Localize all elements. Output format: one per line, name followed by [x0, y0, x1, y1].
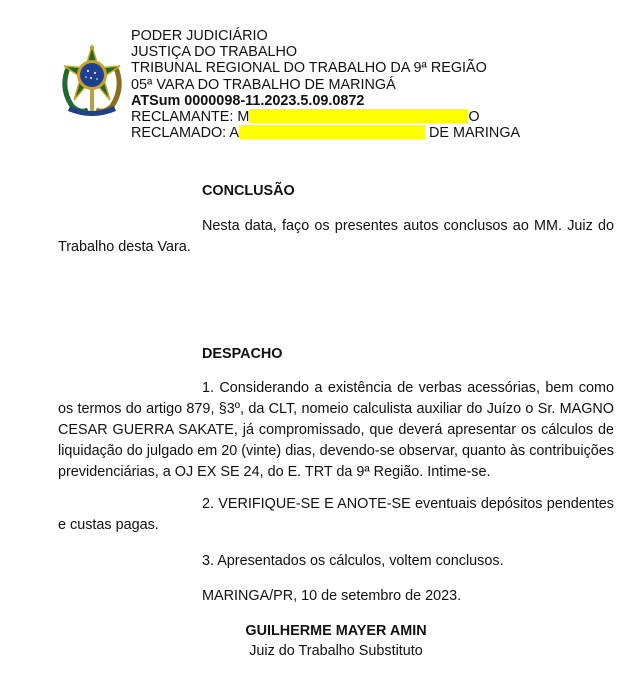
conclusao-text: Nesta data, faço os presentes autos conclusos ao MM. Juiz do Trabalho desta Vara.: [58, 218, 614, 255]
reclamante-line: [131, 109, 520, 125]
signature-title: Juiz do Trabalho Substituto: [249, 643, 423, 659]
despacho-item-3: 3. Apresentados os cálculos, voltem conclusos.: [202, 553, 504, 569]
case-number: ATSum 0000098-11.2023.5.09.0872: [131, 92, 365, 109]
redaction-highlight: [239, 125, 425, 139]
date-line: MARINGA/PR, 10 de setembro de 2023.: [202, 588, 462, 604]
despacho-item-1: [58, 378, 614, 483]
despacho-item-2: [58, 494, 614, 536]
court-header: [131, 28, 520, 141]
despacho-item-2-text: 2. VERIFIQUE-SE E ANOTE-SE eventuais depósitos pendentes e custas pagas.: [58, 496, 614, 533]
despacho-item-1-text: 1. Considerando a existência de verbas acessórias, bem como os termos do artigo 879, §3º, da CLT, nomeio calculista auxiliar do Juízo o Sr. MAGNO CESAR GUERRA SAKATE, já compromissado, que deverá apresentar os cálculos de liquidação do julgado em 20 (vinte) dias, devendo-se observar, quanto às contribuições previdenciárias, a OJ EX SE 24, do E. TRT da 9ª Região. Intime-se.: [58, 380, 614, 480]
reclamante-suffix: O: [468, 109, 480, 126]
brazil-coat-of-arms-icon: [58, 44, 126, 118]
reclamado-line: [131, 125, 520, 141]
signature-name: GUILHERME MAYER AMIN: [245, 623, 427, 639]
header-line-poder: PODER JUDICIÁRIO: [131, 28, 268, 44]
conclusao-paragraph: [58, 216, 614, 258]
despacho-heading: DESPACHO: [202, 346, 283, 362]
header-line-justica: JUSTIÇA DO TRABALHO: [131, 44, 298, 61]
reclamado-suffix: DE MARINGA: [424, 125, 521, 142]
reclamante-prefix: RECLAMANTE: M: [131, 109, 250, 126]
reclamado-prefix: RECLAMADO: A: [131, 125, 239, 142]
header-line-vara: 05ª VARA DO TRABALHO DE MARINGÁ: [131, 76, 396, 93]
header-line-tribunal: TRIBUNAL REGIONAL DO TRABALHO DA 9ª REGIÃO: [131, 60, 487, 77]
redaction-highlight: [249, 109, 468, 123]
conclusao-heading: CONCLUSÃO: [202, 183, 295, 199]
